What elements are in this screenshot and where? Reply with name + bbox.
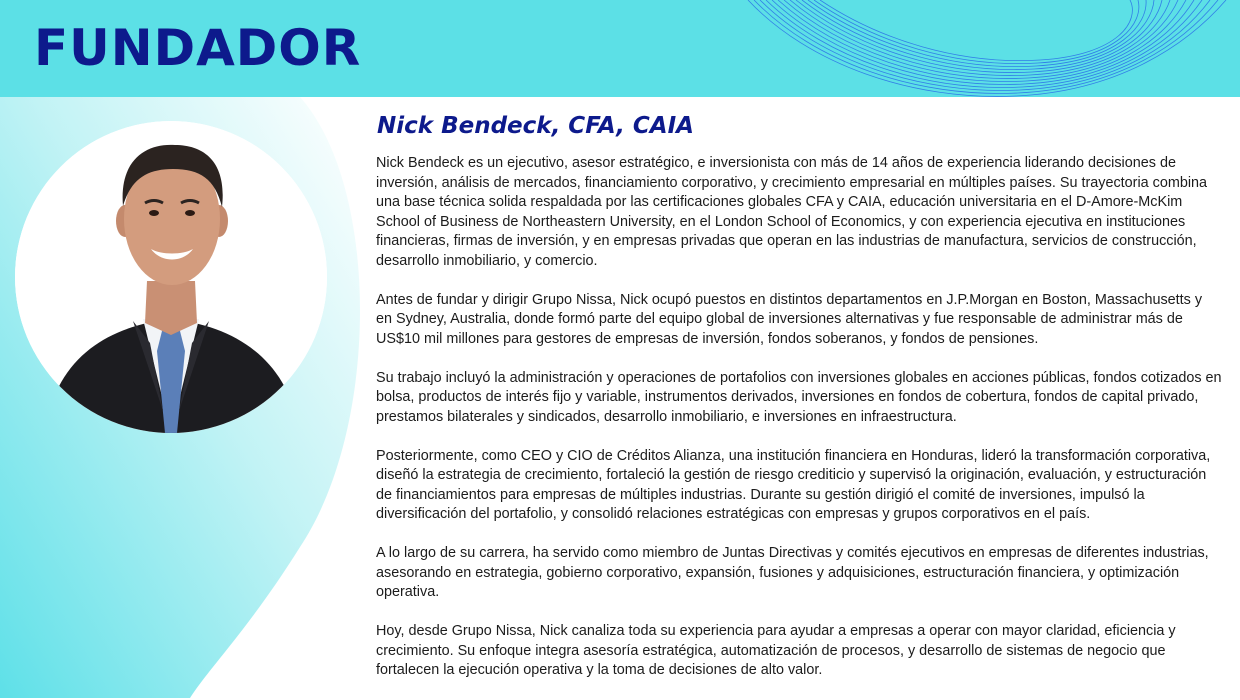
bio-paragraph: Nick Bendeck es un ejecutivo, asesor estratégico, e inversionista con más de 14 años de experiencia liderando decisiones de inversión, análisis de mercados, financiamiento corporativo, y crecimiento empresarial en múltiples países. Su trayectoria combina una base técnica solida respaldada por las certificaciones globales CFA y CAIA, educación universitaria en el D-Amore-McKim School of Business de Northeastern University, en el London School of Economics, y con experiencia ejecutiva en instituciones financieras, firmas de inversión, y en empresas privadas que operan en las industrias de manufactura, servicios de construcción, desarrollo inmobiliario, y comercio. <box>376 155 1208 269</box>
bio-paragraph: A lo largo de su carrera, ha servido como miembro de Juntas Directivas y comités ejecutivos en empresas de diferentes industrias, asesorando en estrategia, gobierno corporativo, expansión, fusiones y adquisiciones, estructuración financiera, y optimización operativa. <box>376 545 1209 600</box>
bio-paragraph: Antes de fundar y dirigir Grupo Nissa, Nick ocupó puestos en distintos departamentos en J.P.Morgan en Boston, Massachusetts y en Sydney, Australia, donde formó parte del equipo global de inversiones alternativas y fue responsable de administrar más de US$10 mil millones para gestores de empresas de inversión, fondos soberanos, y fondos de pensiones. <box>376 291 1203 347</box>
bio-paragraph: Hoy, desde Grupo Nissa, Nick canaliza toda su experiencia para ayudar a empresas a operar con mayor claridad, eficiencia y crecimiento. Su enfoque integra asesoría estratégica, automatización de procesos, y desarrollo de sistemas de negocio que fortalecen la ejecución operativa y la toma de decisiones de alto valor. <box>376 623 1176 678</box>
bio-paragraph: Posteriormente, como CEO y CIO de Créditos Alianza, una institución financiera en Honduras, lideró la transformación corporativa, diseñó la estrategia de crecimiento, fortaleció la gestión de riesgo crediticio y supervisó la originación, evaluación, y estructuración de financiamientos para empresas de múltiples industrias. Durante su gestión dirigió el comité de inversiones, impulsó la diversificación del portafolio, y consolidó relaciones estratégicas con empresas y grupos corporativos en el país. <box>376 447 1211 522</box>
biography <box>376 154 1222 700</box>
portrait-photo <box>15 121 327 433</box>
bio-paragraph: Su trabajo incluyó la administración y operaciones de portafolios con inversiones globales en acciones públicas, fondos cotizados en bolsa, productos de interés fijo y variable, instrumentos derivados, inversiones en fondos de cobertura, fondos de capital privado, prestamos bilaterales y sindicados, desarrollo inmobiliario, e inversiones en infraestructura. <box>376 369 1222 425</box>
profile-name: Nick Bendeck, CFA, CAIA <box>377 113 694 139</box>
page-title: FUNDADOR <box>34 19 362 77</box>
header-banner <box>0 0 1240 97</box>
wave-lines-decoration <box>740 0 1240 97</box>
